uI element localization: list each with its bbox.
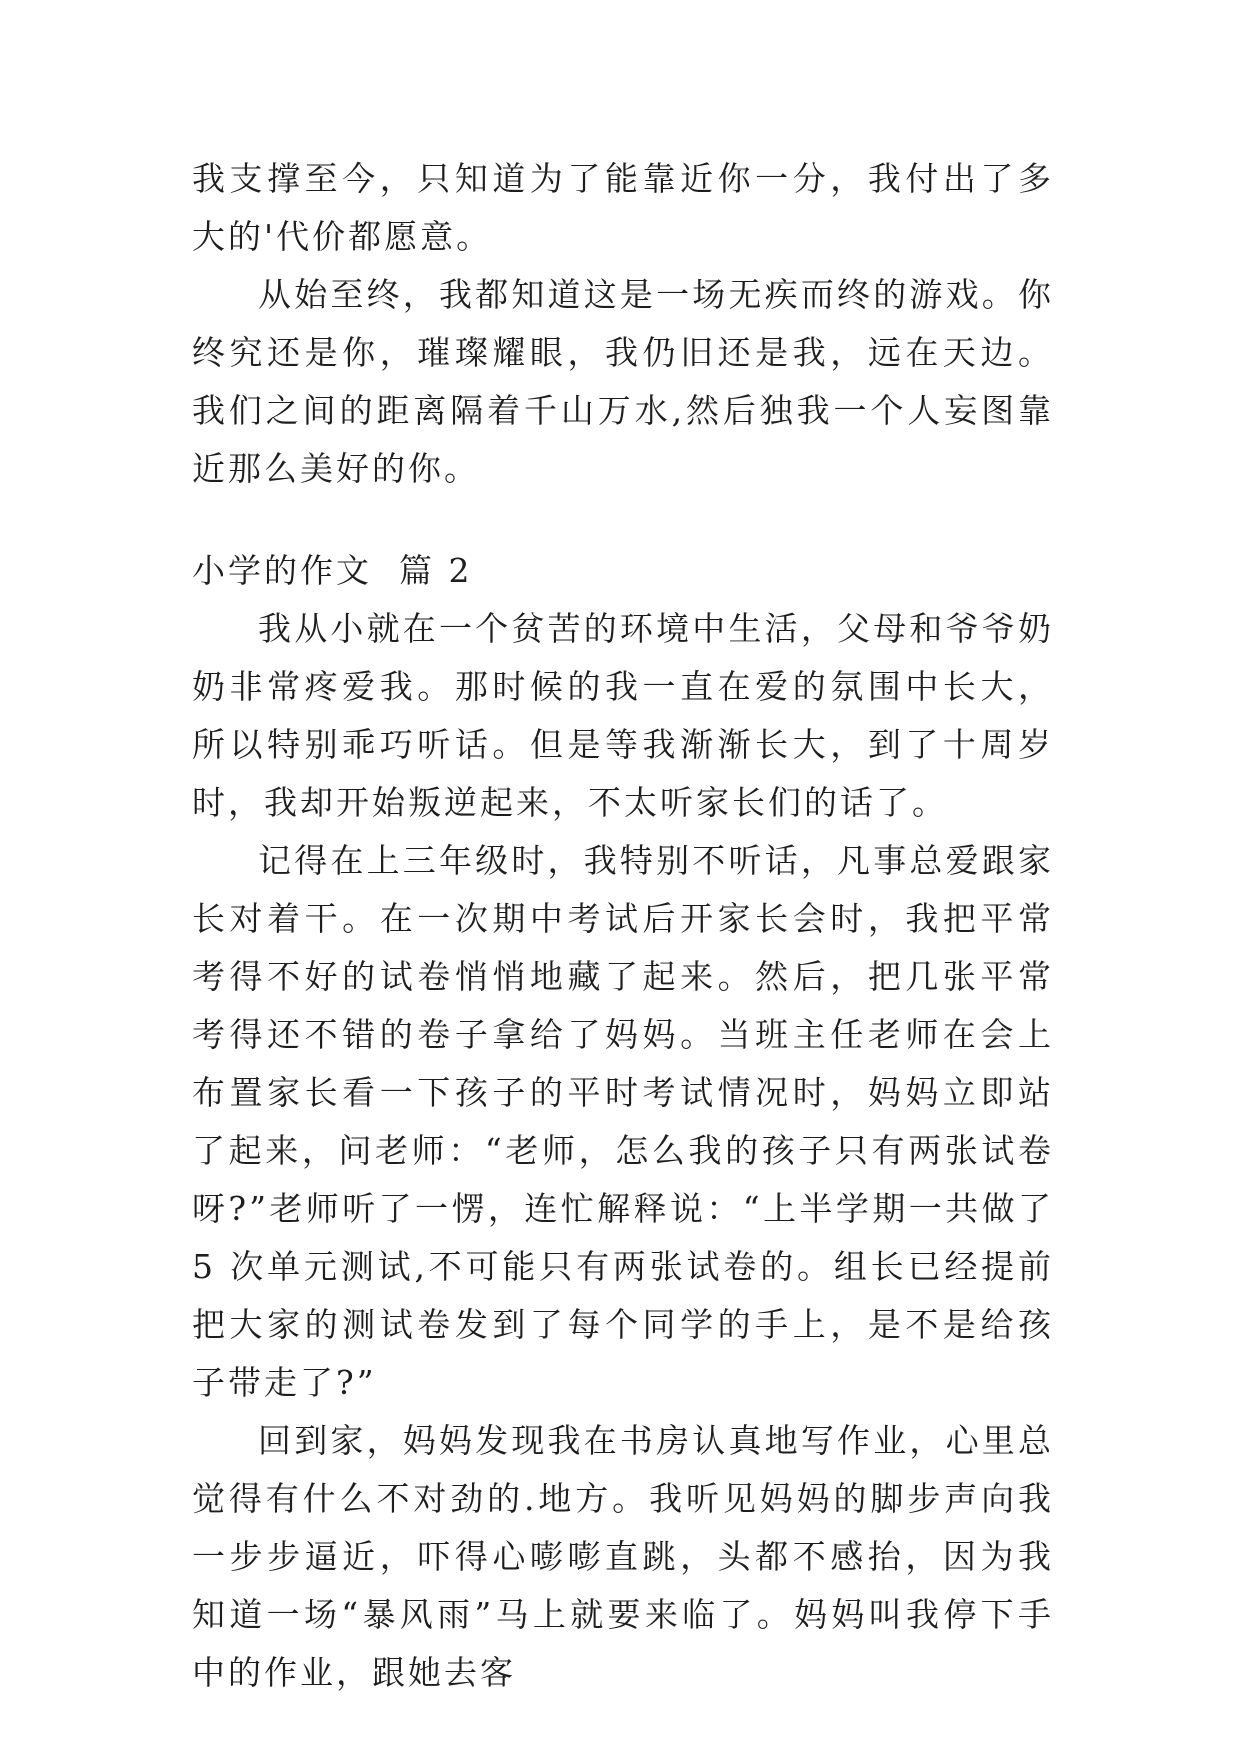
paragraph: 回到家，妈妈发现我在书房认真地写作业，心里总觉得有什么不对劲的.地方。我听见妈妈的脚步声向我一步步逼近，吓得心嘭嘭直跳，头都不感抬，因为我知道一场“暴风雨”马上就要来临了。妈妈叫我停下手中的作业，跟她去客 <box>192 1421 1054 1692</box>
document-body <box>192 150 1054 1702</box>
paragraph-continued: 我支撑至今，只知道为了能靠近你一分，我付出了多大的'代价都愿意。 <box>192 159 1054 256</box>
section-heading: 小学的作文 篇 2 <box>192 551 473 590</box>
paragraph: 记得在上三年级时，我特别不听话，凡事总爱跟家长对着干。在一次期中考试后开家长会时，我把平常考得不好的试卷悄悄地藏了起来。然后，把几张平常考得还不错的卷子拿给了妈妈。当班主任老师在会上布置家长看一下孩子的平时考试情况时，妈妈立即站了起来，问老师：“老师，怎么我的孩子只有两张试卷呀?”老师听了一愣，连忙解释说：“上半学期一共做了 5 次单元测试,不可能只有两张试卷的。组长已经提前把大家的测试卷发到了每个同学的手上，是不是给孩子带走了?” <box>192 841 1054 1402</box>
paragraph: 我从小就在一个贫苦的环境中生活，父母和爷爷奶奶非常疼爱我。那时候的我一直在爱的氛围中长大，所以特别乖巧听话。但是等我渐渐长大，到了十周岁时，我却开始叛逆起来，不太听家长们的话了。 <box>192 609 1054 822</box>
paragraph: 从始至终，我都知道这是一场无疾而终的游戏。你终究还是你，璀璨耀眼，我仍旧还是我，远在天边。我们之间的距离隔着千山万水,然后独我一个人妄图靠近那么美好的你。 <box>192 275 1054 488</box>
